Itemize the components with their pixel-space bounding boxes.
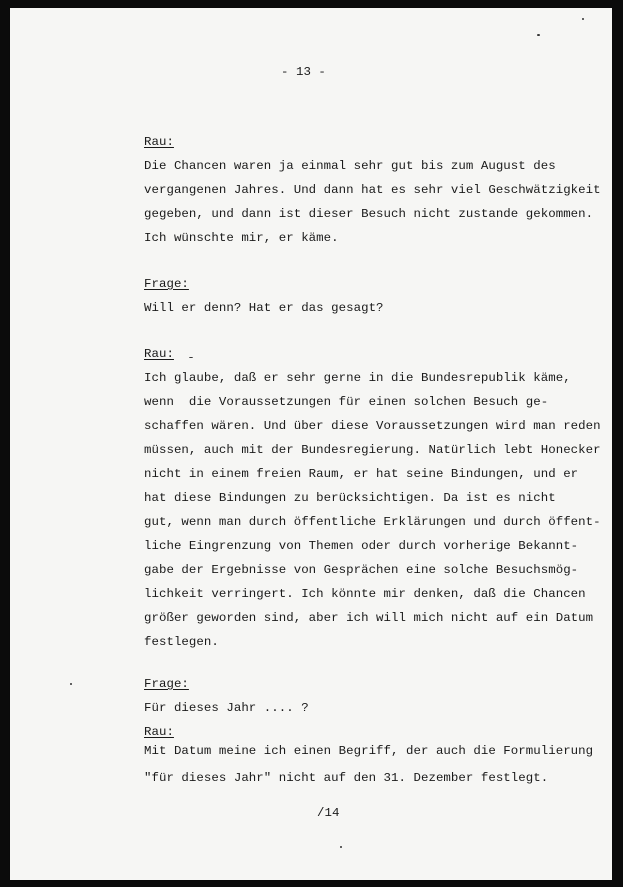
text-line: "für dieses Jahr" nicht auf den 31. Dezember festlegt. bbox=[144, 771, 549, 785]
text-line: Ich wünschte mir, er käme. bbox=[144, 231, 339, 245]
speaker-label-frage: Frage: bbox=[144, 277, 189, 291]
text-line: lichkeit verringert. Ich könnte mir denken, daß die Chancen bbox=[144, 587, 586, 601]
speaker-label-rau: Rau: bbox=[144, 347, 174, 361]
next-page-marker: /14 bbox=[317, 806, 340, 820]
text-line: nicht in einem freien Raum, er hat seine Bindungen, und er bbox=[144, 467, 579, 481]
page-number: - 13 - bbox=[281, 65, 326, 79]
text-line: Will er denn? Hat er das gesagt? bbox=[144, 301, 384, 315]
text-line: Für dieses Jahr .... ? bbox=[144, 701, 309, 715]
speaker-label-rau: Rau: bbox=[144, 725, 174, 739]
text-line: schaffen wären. Und über diese Voraussetzungen wird man reden bbox=[144, 419, 601, 433]
text-line: festlegen. bbox=[144, 635, 219, 649]
speaker-label-frage: Frage: bbox=[144, 677, 189, 691]
text-line: müssen, auch mit der Bundesregierung. Natürlich lebt Honecker bbox=[144, 443, 601, 457]
speaker-label-rau: Rau: bbox=[144, 135, 174, 149]
document-page bbox=[10, 8, 612, 880]
scan-speck bbox=[189, 357, 193, 358]
text-line: vergangenen Jahres. Und dann hat es sehr viel Geschwätzigkeit bbox=[144, 183, 601, 197]
text-line: gegeben, und dann ist dieser Besuch nicht zustande gekommen. bbox=[144, 207, 594, 221]
text-line: Mit Datum meine ich einen Begriff, der auch die Formulierung bbox=[144, 744, 594, 758]
text-line: Die Chancen waren ja einmal sehr gut bis zum August des bbox=[144, 159, 556, 173]
text-line: gut, wenn man durch öffentliche Erklärungen und durch öffent- bbox=[144, 515, 601, 529]
text-line: liche Eingrenzung von Themen oder durch vorherige Bekannt- bbox=[144, 539, 579, 553]
text-line: Ich glaube, daß er sehr gerne in die Bundesrepublik käme, bbox=[144, 371, 571, 385]
text-line: hat diese Bindungen zu berücksichtigen. Da ist es nicht bbox=[144, 491, 556, 505]
scan-speck bbox=[582, 18, 584, 20]
text-line: gabe der Ergebnisse von Gesprächen eine solche Besuchsmög- bbox=[144, 563, 579, 577]
text-line: wenn die Voraussetzungen für einen solchen Besuch ge- bbox=[144, 395, 549, 409]
scan-speck bbox=[537, 34, 540, 36]
scan-speck bbox=[340, 846, 342, 848]
text-line: größer geworden sind, aber ich will mich nicht auf ein Datum bbox=[144, 611, 594, 625]
scan-speck bbox=[70, 683, 72, 685]
